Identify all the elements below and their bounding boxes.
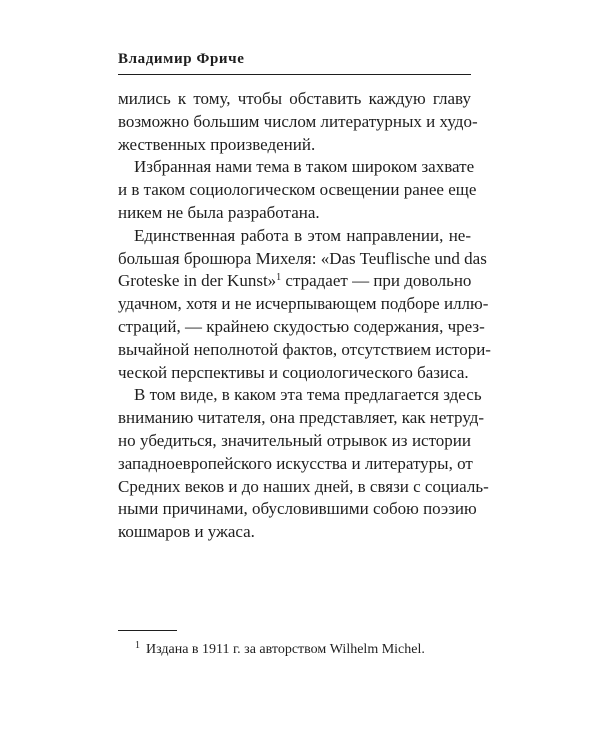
text-line: Избранная нами тема в таком широком захвате: [134, 157, 475, 177]
footnotes: [118, 630, 471, 659]
text-line: но убедиться, значительный отрывок из истории: [118, 430, 471, 450]
text-line: Единственная работа в этом направлении, не-: [134, 225, 471, 245]
text-line: страций, — крайнею скудостью содержания, чрез-: [118, 316, 485, 336]
text-line-with-note: [118, 270, 471, 293]
footnote-text: Издана в 1911 г. за авторством Wilhelm Michel.: [146, 642, 425, 657]
footnote: [118, 637, 471, 659]
text-line: вычайной неполнотой фактов, отсутствием истори-: [118, 339, 491, 359]
footnote-marker: 1: [135, 640, 140, 651]
body-text: [118, 88, 491, 544]
footnote-rule: [118, 630, 177, 631]
text-line: мились к тому, чтобы обставить каждую главу: [118, 89, 471, 108]
text-line: ческой перспективы и социологического базиса.: [118, 362, 469, 382]
text-line: Средних веков и до наших дней, в связи с социаль-: [118, 476, 489, 496]
running-head: [118, 50, 471, 75]
text-line: и в таком социологическом освещении ранее еще: [118, 180, 477, 200]
text-line: никем не была разработана.: [118, 202, 320, 222]
text-line: жественных произведений.: [118, 134, 316, 154]
text-line: вниманию читателя, она представляет, как нетруд-: [118, 408, 485, 428]
text-line: ными причинами, обусловившими собою поэзию: [118, 499, 477, 519]
author-name: Владимир Фриче: [118, 51, 245, 67]
text-line: В том виде, в каком эта тема предлагается здесь: [134, 385, 482, 405]
footnote-reference: 1: [276, 272, 282, 284]
text-fragment: Groteske in der Kunst»: [118, 271, 277, 291]
text-fragment: страдает — при довольно: [285, 271, 472, 291]
header-rule: [118, 74, 471, 75]
text-line: удачном, хотя и не исчерпывающем подборе иллю-: [118, 294, 489, 314]
text-line: кошмаров и ужаса.: [118, 522, 255, 542]
text-line: возможно большим числом литературных и худо-: [118, 111, 478, 131]
text-line: большая брошюра Михеля: «Das Teuflische und das: [118, 248, 487, 268]
text-line: западноевропейского искусства и литературы, от: [118, 453, 473, 473]
